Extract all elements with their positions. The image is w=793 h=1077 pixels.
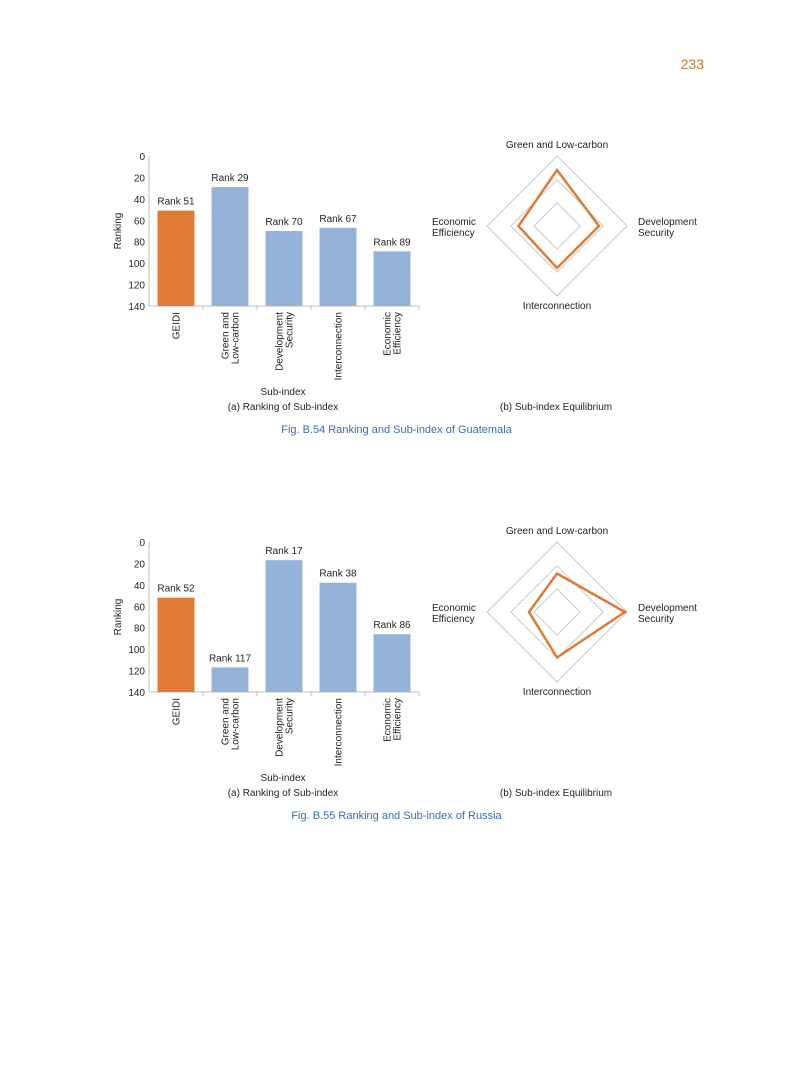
radar-axis-label-line: Efficiency <box>432 614 475 625</box>
bar-data-label: Rank 70 <box>265 217 303 228</box>
bar <box>320 228 357 306</box>
y-tick-label: 0 <box>139 152 145 163</box>
radar-axis-label-left <box>432 603 476 625</box>
x-tick-label <box>334 698 345 766</box>
radar-grid-ring <box>534 203 580 249</box>
y-tick-label: 40 <box>133 580 145 592</box>
bar <box>266 560 303 692</box>
y-tick-label: 120 <box>128 666 145 678</box>
x-tick-label <box>334 312 345 380</box>
y-tick-label: 120 <box>128 280 145 292</box>
radar-axis-label-top: Green and Low-carbon <box>505 526 609 537</box>
x-tick-label <box>172 698 183 725</box>
bar <box>374 251 411 306</box>
x-tick-label-line: GEIDI <box>171 312 183 340</box>
figure-caption: Fig. B.55 Ranking and Sub-index of Russia <box>291 810 502 822</box>
x-tick-label <box>221 698 242 750</box>
x-tick-label <box>383 698 404 742</box>
radar-grid-ring <box>487 156 627 296</box>
radar-series-polygon <box>519 170 600 268</box>
x-tick-label-line: Security <box>284 312 296 349</box>
figure-guatemala <box>0 140 793 450</box>
radar-axis-label-bottom: Interconnection <box>522 301 592 312</box>
radar-axis-label-line: Security <box>638 614 675 625</box>
x-tick-label-line: Low-carbon <box>230 312 242 365</box>
radar-axis-label-right <box>638 217 697 239</box>
x-tick-label <box>221 312 242 364</box>
x-tick-label-line: Green and <box>220 698 232 746</box>
figure-caption: Fig. B.54 Ranking and Sub-index of Guatemala <box>281 424 512 436</box>
bar <box>212 187 249 306</box>
bar <box>212 667 249 692</box>
x-tick-label-line: Interconnection <box>333 698 345 767</box>
y-tick-label: 140 <box>128 302 145 313</box>
x-tick-label-line: Security <box>284 698 296 735</box>
x-tick-label-line: Development <box>274 698 286 757</box>
bar <box>374 634 411 692</box>
y-tick-label: 60 <box>133 216 145 228</box>
radar-axis-label-line: Development <box>638 217 697 228</box>
bar-data-label: Rank 38 <box>319 568 357 580</box>
y-tick-label: 40 <box>133 194 145 206</box>
radar-axis-label-line: Efficiency <box>432 228 475 239</box>
y-axis-title: Ranking <box>113 212 124 250</box>
x-tick-label <box>275 312 296 371</box>
bar <box>320 583 357 692</box>
x-tick-label <box>383 312 404 356</box>
bar <box>266 231 303 306</box>
y-tick-label: 60 <box>133 602 145 614</box>
y-tick-label: 140 <box>128 688 145 699</box>
x-tick-label-line: Development <box>274 312 286 371</box>
bar-data-label: Rank 51 <box>157 196 195 208</box>
radar-axis-label-line: Economic <box>432 603 476 614</box>
bar-data-label: Rank 17 <box>265 546 303 558</box>
ranking-bar-chart <box>0 140 793 410</box>
radar-axis-label-line: Security <box>638 228 675 239</box>
x-tick-label-line: Green and <box>220 312 232 360</box>
x-axis-title: Sub-index <box>260 387 306 398</box>
bar-data-label: Rank 89 <box>373 237 411 249</box>
bar-data-label: Rank 29 <box>211 173 249 185</box>
figure-russia <box>0 526 793 836</box>
ranking-bar-chart <box>0 526 793 796</box>
sub-caption-a: (a) Ranking of Sub-index <box>227 402 339 413</box>
page-number: 233 <box>680 56 704 72</box>
radar-axis-label-top: Green and Low-carbon <box>505 140 609 151</box>
radar-axis-label-line: Economic <box>432 217 476 228</box>
y-tick-label: 0 <box>139 538 145 549</box>
sub-caption-b: (b) Sub-index Equilibrium <box>499 402 613 413</box>
x-tick-label <box>275 698 296 757</box>
radar-axis-label-line: Development <box>638 603 697 614</box>
bar <box>158 598 195 692</box>
bar <box>158 211 195 306</box>
x-tick-label-line: Low-carbon <box>230 698 242 751</box>
x-tick-label-line: Economic <box>382 698 394 742</box>
sub-caption-b: (b) Sub-index Equilibrium <box>499 788 613 799</box>
sub-caption-a: (a) Ranking of Sub-index <box>227 788 339 799</box>
y-tick-label: 100 <box>128 645 145 657</box>
radar-grid-ring <box>511 180 603 272</box>
bar-data-label: Rank 86 <box>373 620 411 632</box>
bar-data-label: Rank 67 <box>319 213 357 225</box>
radar-axis-label-bottom: Interconnection <box>522 687 592 698</box>
y-tick-label: 80 <box>133 623 145 635</box>
x-tick-label-line: Efficiency <box>392 698 404 741</box>
bar-data-label: Rank 52 <box>157 583 195 595</box>
y-axis-title: Ranking <box>113 598 124 636</box>
radar-grid-ring <box>511 566 603 658</box>
x-axis-title: Sub-index <box>260 773 306 784</box>
x-tick-label <box>172 312 183 339</box>
x-tick-label-line: Efficiency <box>392 312 404 355</box>
radar-grid-ring <box>487 542 627 682</box>
x-tick-label-line: Economic <box>382 312 394 356</box>
y-tick-label: 100 <box>128 259 145 271</box>
x-tick-label-line: GEIDI <box>171 698 183 726</box>
y-tick-label: 80 <box>133 237 145 249</box>
y-tick-label: 20 <box>133 559 145 571</box>
x-tick-label-line: Interconnection <box>333 312 345 381</box>
radar-axis-label-left <box>432 217 476 239</box>
radar-axis-label-right <box>638 603 697 625</box>
y-tick-label: 20 <box>133 173 145 185</box>
bar-data-label: Rank 117 <box>208 653 252 665</box>
